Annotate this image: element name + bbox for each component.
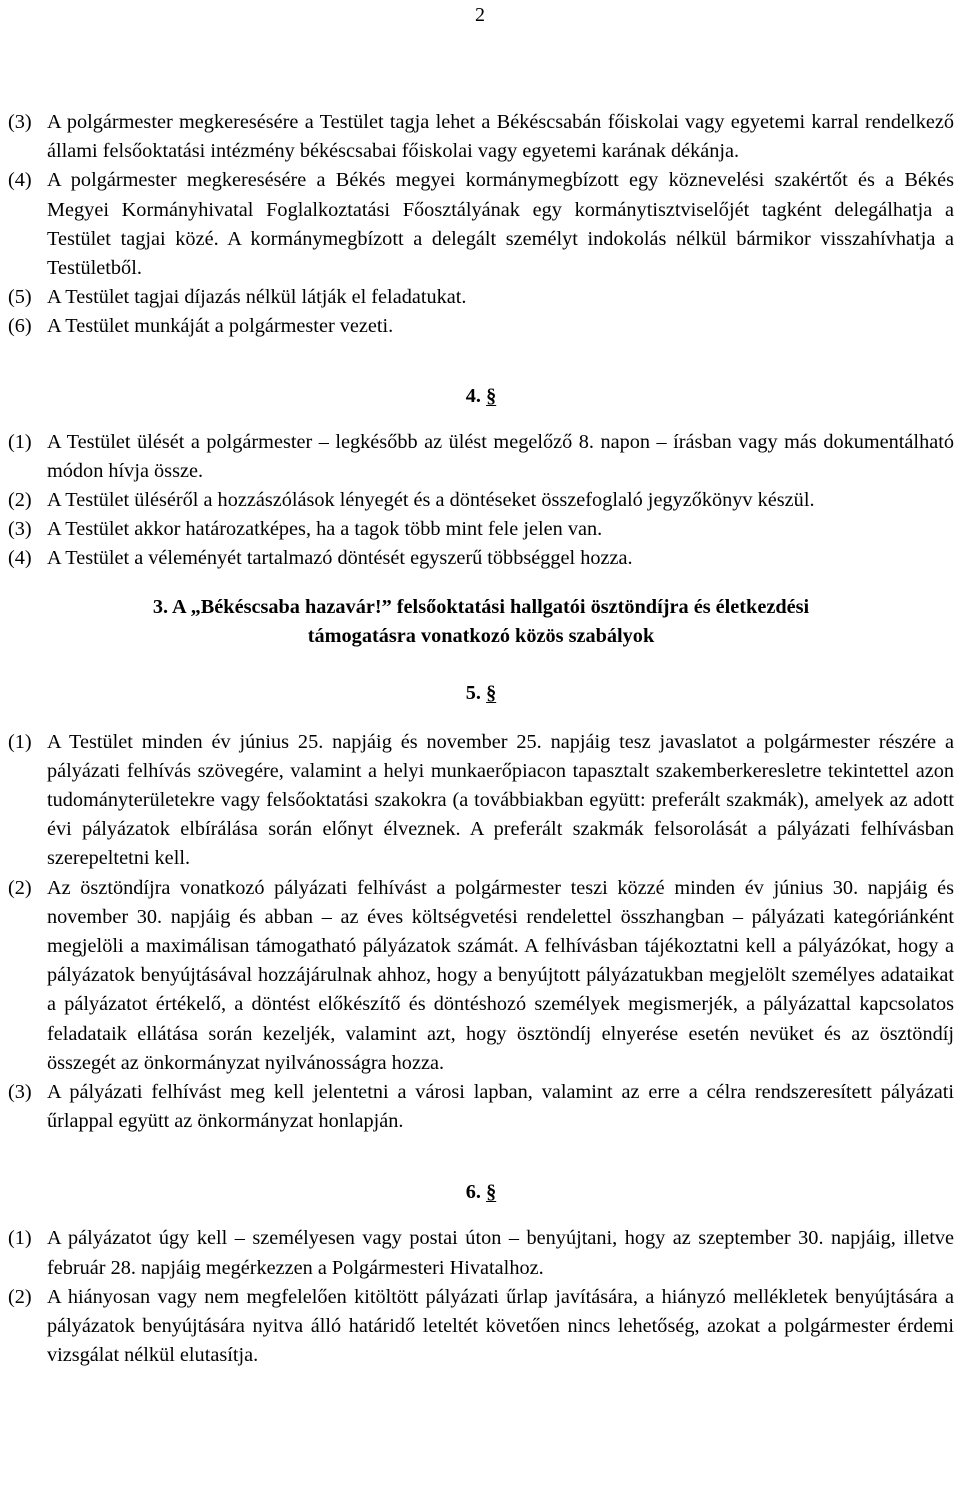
paragraph bbox=[8, 1283, 954, 1371]
paragraph bbox=[8, 428, 954, 486]
paragraph-text: Az ösztöndíjra vonatkozó pályázati felhívást a polgármester teszi közzé minden év június 30. napjáig és november 30. napjáig és abban – az éves költségvetési rendelettel összhangban – pályázati kategóriánként megjelöli a maximálisan támogatható pályázatok számát. A felhívásban tájékoztatni kell a pályázókat, hogy a pályázatok benyújtásával hozzájárulnak ahhoz, hogy a benyújtott pályázatukban megjelölt személyes adataikat a pályázatot értékelő, a döntést előkészítő és döntéshozó személyek megismerjék, a pályázattal kapcsolatos feladataik ellátása során kezeljék, valamint azt, hogy ösztöndíj elnyerése esetén nevüket és az ösztöndíj összegét az önkormányzat nyilvánosságra hozza. bbox=[47, 876, 954, 1074]
paragraph-text: A Testület a véleményét tartalmazó döntését egyszerű többséggel hozza. bbox=[47, 547, 633, 570]
paragraph-number: (5) bbox=[8, 286, 32, 309]
paragraph bbox=[8, 486, 954, 515]
paragraph-text: A Testület ülését a polgármester – legkésőbb az ülést megelőző 8. napon – írásban vagy más dokumentálható módon hívja össze. bbox=[47, 430, 954, 482]
paragraph-text: A polgármester megkeresésére a Békés megyei kormánymegbízott egy köznevelési szakértőt és a Békés Megyei Kormányhivatal Foglalkoztatási Főosztályának egy kormánytisztviselőjét tagként delegálhatja a Testület tagjai közé. A kormánymegbízott a delegált személyt indokolás nélkül bármikor visszahívhatja a Testületből. bbox=[47, 169, 954, 280]
paragraph-text: A Testület akkor határozatképes, ha a tagok több mint fele jelen van. bbox=[47, 518, 603, 541]
paragraph-text: A Testület minden év június 25. napjáig és november 25. napjáig tesz javaslatot a polgármester részére a pályázati felhívás szövegére, valamint a helyi munkaerőpiacon tapasztalt szakemberkeresletre tekintettel azon tudományterületekre vagy felsőoktatási szakokra (a továbbiakban együtt: preferált szakmák), amelyek az adott évi pályázatok elbírálása során előnyt élveznek. A preferált szakmák felsorolását a pályázati felhívásban szerepeltetni kell. bbox=[47, 730, 954, 870]
section-heading-5 bbox=[8, 679, 954, 708]
paragraph bbox=[8, 108, 954, 166]
paragraph bbox=[8, 312, 954, 341]
paragraph-text: A Testület üléséről a hozzászólások lényegét és a döntéseket összefoglaló jegyzőkönyv készül. bbox=[47, 489, 815, 512]
paragraph-number: (3) bbox=[8, 1081, 32, 1104]
paragraph bbox=[8, 1078, 954, 1136]
paragraph bbox=[8, 1224, 954, 1282]
paragraph-number: (4) bbox=[8, 169, 32, 192]
paragraph-number: (1) bbox=[8, 430, 32, 453]
paragraph-text: A polgármester megkeresésére a Testület tagja lehet a Békéscsabán főiskolai vagy egyetemi karral rendelkező állami felsőoktatási intézmény békéscsabai főiskolai vagy egyetemi karának dékánja. bbox=[47, 111, 954, 163]
paragraph-number: (3) bbox=[8, 518, 32, 541]
paragraph bbox=[8, 515, 954, 544]
section-symbol: § bbox=[486, 1181, 497, 1204]
chapter-title bbox=[8, 593, 954, 651]
paragraph bbox=[8, 166, 954, 283]
section-symbol: § bbox=[486, 384, 497, 407]
paragraph bbox=[8, 728, 954, 874]
paragraph-text: A Testület munkáját a polgármester vezeti. bbox=[47, 315, 394, 338]
paragraph-number: (2) bbox=[8, 489, 32, 512]
chapter-title-line-1: 3. A „Békéscsaba hazavár!” felsőoktatási hallgatói ösztöndíjra és életkezdési bbox=[152, 595, 810, 618]
section-heading-4 bbox=[8, 382, 954, 411]
paragraph-number: (2) bbox=[8, 876, 32, 899]
paragraph-text: A pályázatot úgy kell – személyesen vagy postai úton – benyújtani, hogy az szeptember 30. napjáig, illetve február 28. napjáig megérkezzen a Polgármesteri Hivatalhoz. bbox=[47, 1227, 954, 1279]
paragraph-number: (1) bbox=[8, 1227, 32, 1250]
document-body bbox=[8, 108, 954, 1371]
paragraph-number: (3) bbox=[8, 111, 32, 133]
paragraph bbox=[8, 544, 954, 573]
section-number: 6. bbox=[465, 1181, 481, 1204]
section-symbol: § bbox=[486, 681, 497, 704]
paragraph-number: (4) bbox=[8, 547, 32, 570]
page-number: 2 bbox=[475, 4, 485, 26]
paragraph-number: (1) bbox=[8, 730, 32, 753]
section-number: 4. bbox=[465, 384, 481, 407]
section-heading-6 bbox=[8, 1178, 954, 1207]
paragraph-text: A hiányosan vagy nem megfelelően kitöltött pályázati űrlap javítására, a hiányzó mellékletek benyújtására a pályázatok benyújtására nyitva álló határidő leteltét követően nincs lehetőség, azokat a polgármester érdemi vizsgálat nélkül elutasítja. bbox=[47, 1285, 954, 1367]
paragraph bbox=[8, 283, 954, 312]
paragraph-text: A Testület tagjai díjazás nélkül látják el feladatukat. bbox=[47, 286, 467, 309]
section-number: 5. bbox=[465, 681, 481, 704]
chapter-title-line-2: támogatásra vonatkozó közös szabályok bbox=[307, 624, 655, 647]
paragraph-number: (2) bbox=[8, 1285, 32, 1308]
paragraph bbox=[8, 874, 954, 1078]
paragraph-number: (6) bbox=[8, 315, 32, 338]
paragraph-text: A pályázati felhívást meg kell jelentetni a városi lapban, valamint az erre a célra rendszeresített pályázati űrlappal együtt az önkormányzat honlapján. bbox=[47, 1081, 954, 1133]
